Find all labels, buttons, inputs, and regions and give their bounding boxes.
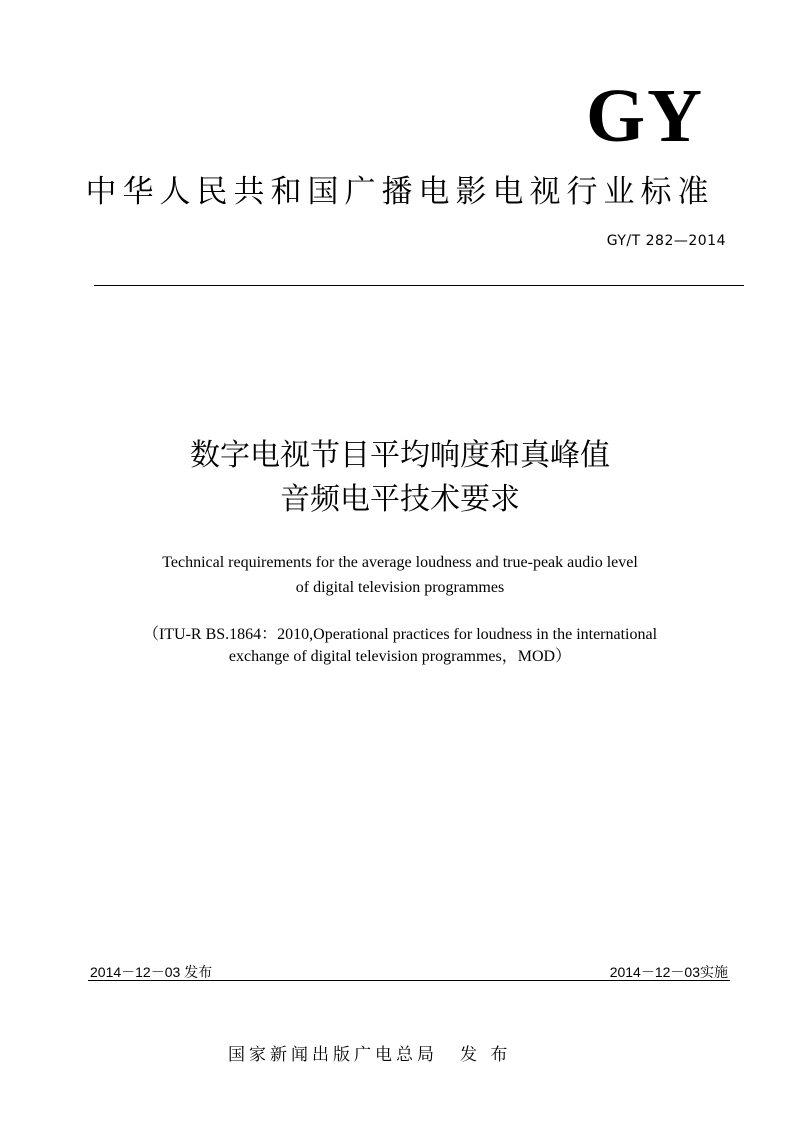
standard-logo: GY <box>586 74 704 158</box>
issuing-authority: 国家新闻出版广电总局 <box>228 1045 438 1065</box>
english-title-line-2: of digital television programmes <box>295 579 505 596</box>
adoption-reference-line-2: exchange of digital television programmes，MOD） <box>228 648 572 665</box>
date-row <box>88 962 730 981</box>
english-title <box>0 550 800 600</box>
english-title-line-1: Technical requirements for the average loudness and true-peak audio level <box>162 554 638 571</box>
chinese-title-line-2: 音频电平技术要求 <box>280 482 520 517</box>
chinese-title <box>0 434 800 522</box>
publish-label: 发 布 <box>460 1045 512 1065</box>
standard-code: GY/T 282—2014 <box>606 233 726 249</box>
chinese-title-line-1: 数字电视节目平均响度和真峰值 <box>190 438 610 473</box>
standard-type-title: 中华人民共和国广播电影电视行业标准 <box>85 174 715 210</box>
release-date: 2014－12－03 发布 <box>90 964 213 980</box>
publisher <box>228 1040 511 1065</box>
adoption-reference <box>0 624 800 668</box>
adoption-reference-line-1: （ITU-R BS.1864：2010,Operational practices for loudness in the international <box>142 626 658 643</box>
header-divider <box>94 285 744 286</box>
implementation-date: 2014－12－03实施 <box>609 964 728 980</box>
